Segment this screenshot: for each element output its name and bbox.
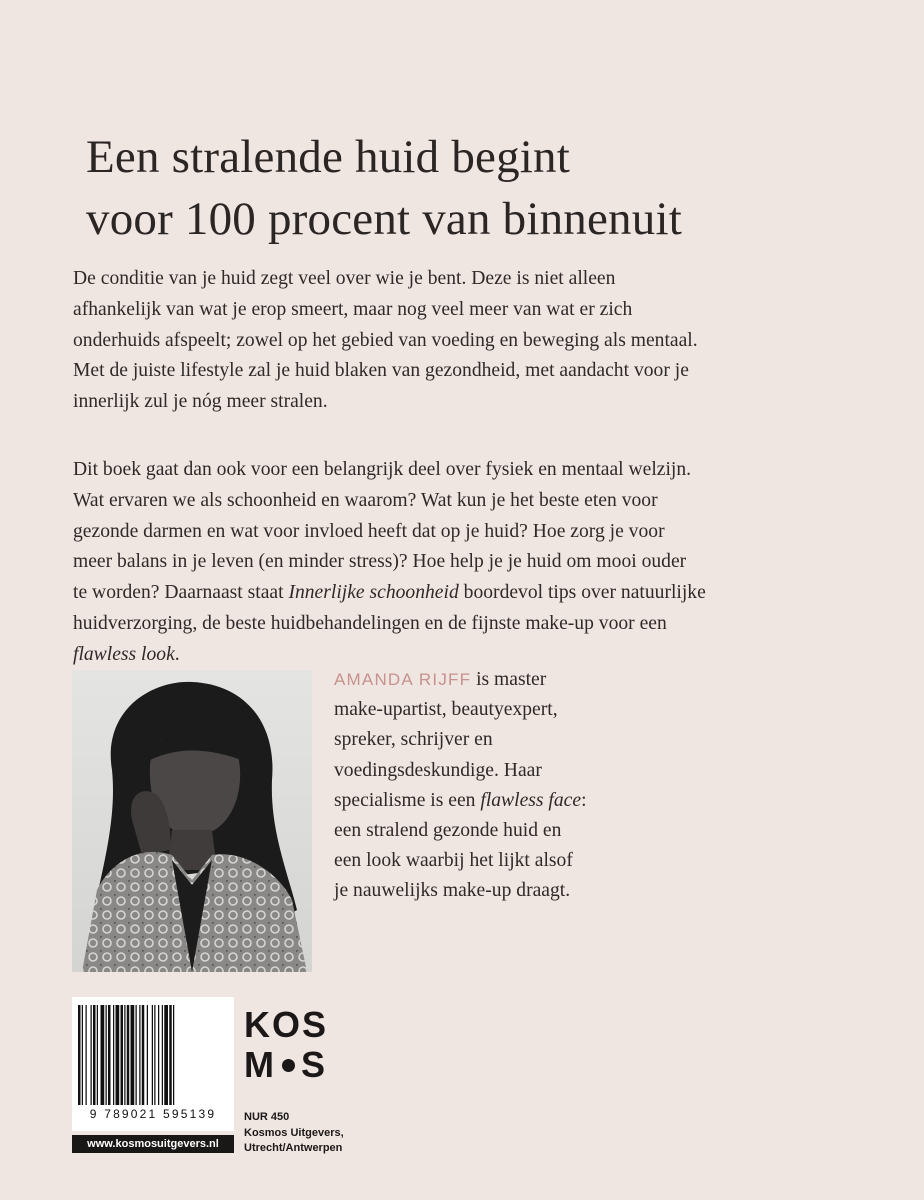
description-line-5	[73, 578, 873, 609]
book-title-italic: Innerlijke schoonheid	[288, 582, 459, 604]
barcode-bar	[136, 1005, 137, 1105]
barcode-bar	[93, 1005, 96, 1105]
description-line-2: Wat ervaren we als schoonheid en waarom? Wat kun je het beste eten voor	[73, 489, 658, 511]
intro-line-4: Met de juiste lifestyle zal je huid blaken van gezondheid, met aandacht voor je	[73, 360, 689, 382]
intro-line-5: innerlijk zul je nóg meer stralen.	[73, 391, 328, 413]
bio-line-8: je nauwelijks make-up draagt.	[334, 880, 571, 902]
bio-line-1-rest: is master	[471, 669, 547, 690]
barcode-bar	[124, 1005, 125, 1105]
description-line-4: meer balans in je leven (en minder stress)? Hoe help je je huid om mooi ouder	[73, 551, 687, 573]
author-photo-illustration	[72, 670, 312, 972]
barcode-bar	[101, 1005, 105, 1105]
bio-line-5	[334, 786, 754, 816]
barcode-bar	[131, 1005, 135, 1105]
barcode-bar	[86, 1005, 87, 1105]
headline	[86, 126, 866, 250]
description-paragraph	[73, 455, 873, 671]
headline-line-1: Een stralende huid begint	[86, 131, 570, 183]
isbn-barcode	[72, 997, 234, 1131]
barcode-bar	[108, 1005, 111, 1105]
bio-line-7: een look waarbij het lijkt alsof	[334, 850, 573, 872]
author-bio	[334, 665, 754, 907]
barcode-bars	[78, 1005, 228, 1105]
barcode-bar	[91, 1005, 92, 1105]
intro-line-1: De conditie van je huid zegt veel over wie je bent. Deze is niet alleen	[73, 268, 616, 289]
bio-line-2: make-upartist, beautyexpert,	[334, 699, 558, 721]
barcode-bar	[158, 1005, 159, 1105]
barcode-bar	[169, 1005, 172, 1105]
description-line-1: Dit boek gaat dan ook voor een belangrijk deel over fysiek en mentaal welzijn.	[73, 459, 692, 480]
publisher-website: www.kosmosuitgevers.nl	[72, 1135, 234, 1153]
barcode-bar	[113, 1005, 114, 1105]
intro-paragraph	[73, 264, 873, 418]
barcode-bar	[106, 1005, 107, 1105]
flawless-face-italic: flawless face	[480, 789, 582, 811]
logo-letter-s: S	[301, 1044, 328, 1085]
kosmos-logo	[244, 1005, 344, 1085]
isbn-number: 9 789021 595139	[89, 1107, 217, 1121]
logo-row-1: KOS	[244, 1004, 329, 1045]
author-photo	[72, 670, 312, 972]
publisher-name: Kosmos Uitgevers,	[244, 1126, 344, 1139]
barcode-bar	[82, 1005, 83, 1105]
nur-code: NUR 450	[244, 1111, 290, 1123]
headline-line-2: voor 100 procent van binnenuit	[86, 193, 682, 245]
barcode-bar	[173, 1005, 174, 1105]
publisher-location: Utrecht/Antwerpen	[244, 1142, 343, 1154]
flawless-look-italic: flawless look	[73, 643, 175, 665]
barcode-bar	[147, 1005, 148, 1105]
intro-line-3: onderhuids afspeelt; zowel op het gebied van voeding en beweging als mentaal.	[73, 329, 698, 351]
bio-line-4: voedingsdeskundige. Haar	[334, 759, 542, 781]
bio-line-3: spreker, schrijver en	[334, 729, 493, 751]
barcode-bar	[116, 1005, 120, 1105]
barcode-bar	[154, 1005, 155, 1105]
barcode-bar	[164, 1005, 168, 1105]
barcode-bar	[78, 1005, 81, 1105]
description-line-3: gezonde darmen en wat voor invloed heeft dat op je huid? Hoe zorg je voor	[73, 520, 665, 542]
barcode-bar	[127, 1005, 130, 1105]
barcode-bar	[152, 1005, 153, 1105]
barcode-bar	[162, 1005, 163, 1105]
logo-letter-m: M	[244, 1044, 276, 1085]
description-line-6: huidverzorging, de beste huidbehandelingen en de fijnste make-up voor een	[73, 612, 667, 634]
description-line-7-end: .	[174, 643, 180, 665]
barcode-bar	[121, 1005, 124, 1105]
intro-line-2: afhankelijk van wat je erop smeert, maar nog veel meer van wat er zich	[73, 298, 633, 320]
bio-line-5-end: :	[581, 789, 587, 811]
logo-dot	[282, 1059, 295, 1072]
barcode-bar	[97, 1005, 98, 1105]
logo-row-2	[244, 1045, 344, 1085]
description-line-5-start: te worden? Daarnaast staat	[73, 582, 289, 604]
bio-line-6: een stralend gezonde huid en	[334, 820, 562, 842]
description-line-5-end: boordevol tips over natuurlijke	[458, 582, 706, 604]
author-name: AMANDA RIJFF	[334, 670, 472, 689]
barcode-bar	[142, 1005, 145, 1105]
bio-line-1	[334, 665, 754, 695]
publisher-info	[244, 1110, 404, 1157]
bio-line-5-start: specialisme is een	[334, 789, 481, 811]
barcode-bar	[139, 1005, 140, 1105]
